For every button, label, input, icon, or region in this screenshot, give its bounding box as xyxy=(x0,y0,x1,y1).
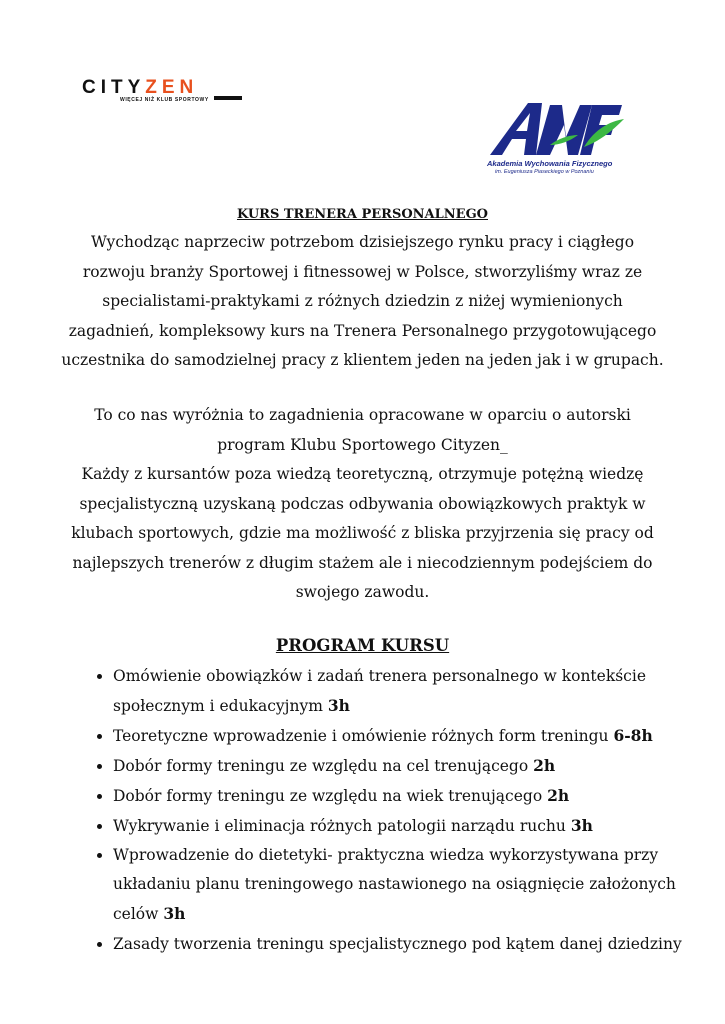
cityzen-zen-text: ZEN xyxy=(145,77,199,98)
list-item-hours: 2h xyxy=(547,786,570,805)
cityzen-city-text: CITY xyxy=(82,77,146,98)
intro-paragraph: Wychodząc naprzeciw potrzebom dzisiejszego rynku pracy i ciągłego rozwoju branży Sportowej i fitnessowej w Polsce, stworzyliśmy wraz ze specialistami-praktykami z różnych dziedzin z niżej wymienionych zagadnień, kompleksowy kurs na Trenera Personalnego przygotowującego uczestnika do samodzielnej pracy z klientem jeden na jeden jak i w grupach. xyxy=(61,233,664,369)
list-item-text: Wykrywanie i eliminacja różnych patologii narządu ruchu xyxy=(113,817,571,835)
list-item-text: Dobór formy treningu ze względu na cel trenującego xyxy=(113,757,534,775)
list-item-text: Omówienie obowiązków i zadań trenera personalnego w kontekście społecznym i edukacyjnym xyxy=(113,667,646,715)
list-item-text: Dobór formy treningu ze względu na wiek trenującego xyxy=(113,787,548,805)
awf-name: Akademia Wychowania Fizycznego xyxy=(487,159,613,168)
list-item-hours: 2h xyxy=(533,756,556,775)
list-item xyxy=(113,929,698,959)
list-item-text: Teoretyczne wprowadzenie i omówienie różnych form treningu xyxy=(113,727,614,745)
awf-subtitle: im. Eugeniusza Piaseckiego w Poznaniu xyxy=(495,169,594,175)
program-heading: PROGRAM KURSU xyxy=(275,636,450,655)
list-item xyxy=(113,721,698,751)
distinction-line-2: Każdy z kursantów poza wiedzą teoretyczną, otrzymuje potężną wiedzę specjalistyczną uzyskaną podczas odbywania obowiązkowych praktyk w klubach sportowych, gdzie ma możliwość z bliska przyjrzenia się pracy od najlepszych trenerów z długim stażem ale i niecodziennym podejściem do swojego zawodu. xyxy=(71,465,654,601)
list-item xyxy=(113,841,698,929)
list-item-hours: 6-8h xyxy=(613,726,653,745)
list-item xyxy=(113,751,698,781)
list-item xyxy=(113,811,698,841)
list-item-text: Wprowadzenie do dietetyki- praktyczna wiedza wykorzystywana przy układaniu planu treningowego nastawionego na osiągnięcie założonych celów xyxy=(113,846,676,923)
course-title: KURS TRENERA PERSONALNEGO xyxy=(236,207,488,222)
list-item xyxy=(113,662,698,721)
cityzen-wordmark xyxy=(82,78,242,98)
list-item-hours: 3h xyxy=(327,696,350,715)
distinction-block xyxy=(60,401,665,608)
cityzen-tagline: WIĘCEJ NIŻ KLUB SPORTOWY xyxy=(120,97,209,103)
list-item xyxy=(113,781,698,811)
program-list xyxy=(90,662,698,959)
distinction-line-1: To co nas wyróżnia to zagadnienia opracowane w oparciu o autorski program Klubu Sportowego Cityzen_ xyxy=(94,406,631,454)
list-item-text: Zasady tworzenia treningu specjalistycznego pod kątem danej dziedziny xyxy=(113,935,682,953)
list-item-hours: 3h xyxy=(163,904,186,923)
cityzen-underscore-mark xyxy=(214,96,242,100)
list-item-hours: 3h xyxy=(570,816,593,835)
cityzen-logo xyxy=(82,78,242,108)
